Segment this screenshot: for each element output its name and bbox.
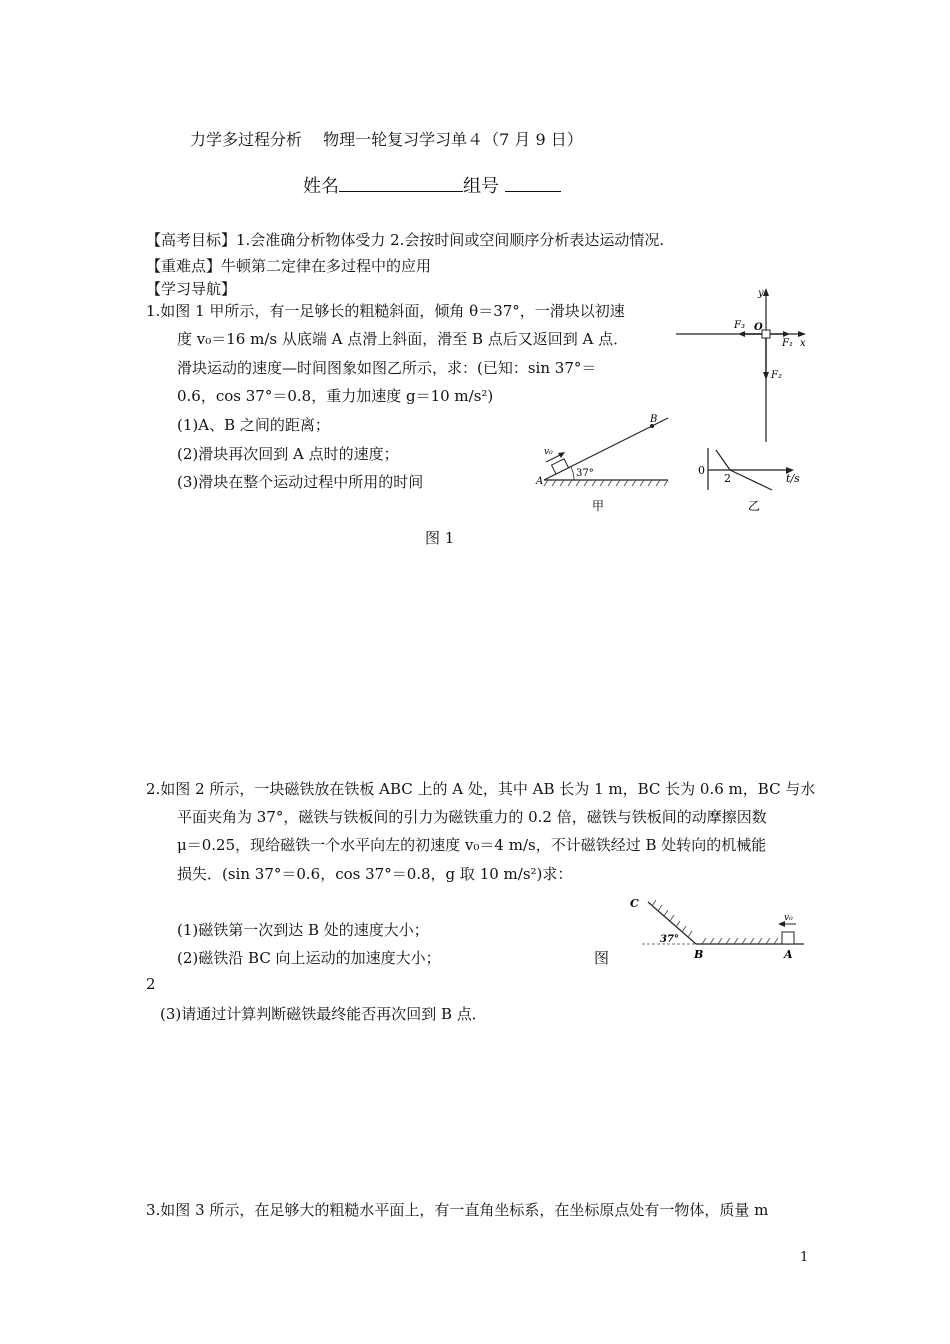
name-label: 姓名 xyxy=(303,176,339,197)
q2-line4: 损失．(sin 37°＝0.6，cos 37°＝0.8，g 取 10 m/s²)求： xyxy=(177,865,573,883)
q1-line1: 1.如图 1 甲所示，有一足够长的粗糙斜面，倾角 θ＝37°，一滑块以初速 xyxy=(146,302,625,320)
force-f3-label: F₃ xyxy=(734,320,745,331)
incline-figure xyxy=(534,408,674,516)
page-title: 力学多过程分析 物理一轮复习学习单４（7 月 9 日） xyxy=(190,130,583,149)
incline-angle-label: 37° xyxy=(576,468,594,479)
vt-two-label: 2 xyxy=(724,472,731,485)
vt-caption: 乙 xyxy=(748,499,761,513)
group-blank xyxy=(505,190,561,192)
magnet-plate-figure xyxy=(624,894,810,964)
force-y-label: y xyxy=(758,288,764,299)
q1-sub1: (1)A、B 之间的距离； xyxy=(177,416,330,434)
q3-line1: 3.如图 3 所示，在足够大的粗糙水平面上，有一直角坐标系，在坐标原点处有一物体，质量 m xyxy=(146,1201,769,1219)
q2-line3: μ＝0.25，现给磁铁一个水平向左的初速度 v₀＝4 m/s，不计磁铁经过 B 处转向的机械能 xyxy=(177,836,767,854)
vt-zero-label: 0 xyxy=(698,464,705,477)
q1-line3: 滑块运动的速度—时间图象如图乙所示，求：(已知：sin 37°＝ xyxy=(177,359,597,377)
goal-text: 【高考目标】1.会准确分析物体受力 2.会按时间或空间顺序分析表达运动情况. xyxy=(146,231,665,249)
incline-v0-label: v₀ xyxy=(544,447,553,457)
page-number: 1 xyxy=(800,1250,809,1265)
q2-sub3: (3)请通过计算判断磁铁最终能否再次回到 B 点． xyxy=(160,1005,487,1023)
q2-line1: 2.如图 2 所示，一块磁铁放在铁板 ABC 上的 A 处，其中 AB 长为 1 m，BC 长为 0.6 m，BC 与水 xyxy=(146,780,816,798)
incline-caption: 甲 xyxy=(592,499,605,513)
q2-sub2: (2)磁铁沿 BC 向上运动的加速度大小； xyxy=(177,949,441,967)
vt-axis-label: t/s xyxy=(786,472,800,485)
figure-2-number: 2 xyxy=(146,975,156,993)
fig2-angle-label: 37° xyxy=(660,934,679,945)
force-diagram-figure xyxy=(672,284,812,446)
force-f1-label: F₁ xyxy=(782,338,793,349)
force-f2-label: F₂ xyxy=(771,370,782,381)
q1-sub3: (3)滑块在整个运动过程中所用的时间 xyxy=(177,473,424,491)
force-origin-label: O xyxy=(754,322,763,333)
name-blank xyxy=(339,190,463,192)
fig2-v0-label: v₀ xyxy=(784,913,793,923)
vt-graph-figure xyxy=(690,444,810,516)
figure-1-caption: 图 1 xyxy=(425,529,455,547)
key-points-text: 【重难点】牛顿第二定律在多过程中的应用 xyxy=(146,257,432,275)
q2-line2: 平面夹角为 37°，磁铁与铁板间的引力为磁铁重力的 0.2 倍，磁铁与铁板间的动摩擦因数 xyxy=(177,808,767,826)
fig2-a-label: A xyxy=(784,948,793,961)
q1-line4: 0.6，cos 37°＝0.8，重力加速度 g＝10 m/s²) xyxy=(177,387,494,405)
student-info-line xyxy=(303,172,561,198)
guide-heading: 【学习导航】 xyxy=(146,280,237,298)
incline-b-label: B xyxy=(650,414,658,425)
fig2-b-label: B xyxy=(694,948,704,961)
fig2-c-label: C xyxy=(630,897,639,910)
force-x-label: x xyxy=(800,338,806,349)
q1-sub2: (2)滑块再次回到 A 点时的速度； xyxy=(177,445,399,463)
q1-line2: 度 v₀＝16 m/s 从底端 A 点滑上斜面，滑至 B 点后又返回到 A 点． xyxy=(177,330,629,348)
group-label: 组号 xyxy=(463,176,499,197)
q2-sub1: (1)磁铁第一次到达 B 处的速度大小； xyxy=(177,921,429,939)
incline-a-label: A xyxy=(536,476,544,487)
figure-2-label: 图 xyxy=(594,949,610,967)
